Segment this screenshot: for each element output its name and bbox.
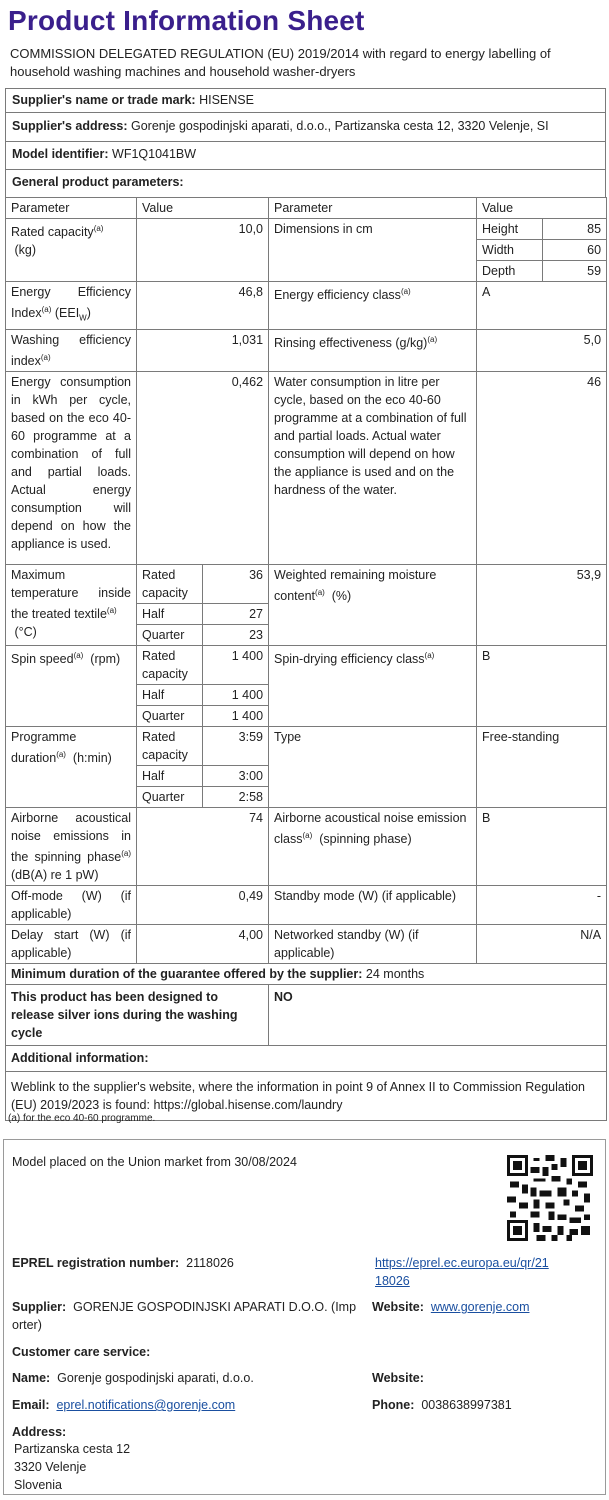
moisture-value: 53,9 [477,564,607,645]
spin-speed-label: Spin speed$^{(a)}$ (rpm) [6,645,137,726]
noise-class-value: B [477,807,607,885]
card-supplier-value: GORENJE GOSPODINJSKI APARATI D.O.O. (Imp [73,1300,357,1314]
additional-info-label: Additional information: [6,1045,607,1071]
header-value-2: Value [477,198,607,219]
duration-half-label: Half [137,765,203,786]
eprel-number [12,1254,234,1272]
care-website-label: Website: [372,1371,424,1385]
width-value: 60 [543,240,607,261]
eprel-card [3,1139,606,1495]
qr-code-icon[interactable] [507,1155,593,1241]
regulation-subtitle: COMMISSION DELEGATED REGULATION (EU) 2019/2014 with regard to energy labelling of household washing machines and household washer-dryers [10,46,551,79]
eei-value: 46,8 [137,282,269,330]
weblink-text: Weblink to the supplier's website, where the information in point 9 of Annex II to Commission Regulation (EU) 2019/2023 is found: https://global.hisense.com/laundry [6,1071,607,1120]
max-temp-rated-value: 36 [203,564,269,603]
footnote: (a) for the eco 40-60 programme. [8,1113,156,1124]
duration-rated-value: 3:59 [203,726,269,765]
delay-start-value: 4,00 [137,924,269,963]
duration-label: Programme duration$^{(a)}$ (h:min) [6,726,137,807]
market-date-text: Model placed on the Union market from 30/08/2024 [12,1155,297,1169]
table-row [6,371,607,564]
guarantee-cell [6,963,607,984]
off-mode-value: 0,49 [137,885,269,924]
supplier-address-row [5,113,606,142]
additional-info-row [6,1045,607,1071]
depth-value: 59 [543,261,607,282]
parameters-table [5,197,607,1121]
model-label: Model identifier: [12,147,109,161]
address-lines: Partizanska cesta 12 3320 Velenje Slovenia [14,1442,131,1492]
height-value: 85 [543,219,607,240]
max-temp-quarter-value: 23 [203,624,269,645]
silver-ions-value: NO [269,984,607,1045]
washing-efficiency-value: 1,031 [137,329,269,371]
guarantee-label: Minimum duration of the guarantee offered by the supplier: [11,966,363,981]
networked-standby-value: N/A [477,924,607,963]
phone-label: Phone: [372,1398,415,1412]
supplier-name-label: Supplier's name or trade mark: [12,93,196,107]
header-value: Value [137,198,269,219]
networked-standby-label: Networked standby (W) (if applicable) [269,924,477,963]
spin-class-value: B [477,645,607,726]
dimensions-label: Dimensions in cm [269,219,477,282]
max-temperature-label: Maximum temperature inside the treated textile$^{(a)}$ (°C) [6,564,137,645]
energy-class-value: A [477,282,607,330]
model-value: WF1Q1041BW [112,147,197,161]
table-row [6,645,607,684]
eei-label: Energy Efficiency Index$^{(a)}$ $(EEI_W)$ [6,282,137,330]
eprel-value: 2118026 [186,1256,234,1270]
depth-label: Depth [477,261,543,282]
supplier-name-value: HISENSE [199,93,254,107]
eprel-link[interactable]: https://eprel.ec.europa.eu/qr/21 18026 [375,1256,549,1288]
rated-capacity-label: Rated capacity$^{(a)}$ (kg) [6,219,137,282]
general-parameters-row [5,170,606,198]
spin-class-label: Spin-drying efficiency class$^{(a)}$ [269,645,477,726]
water-consumption-value: 46 [477,371,607,564]
guarantee-row [6,963,607,984]
max-temp-half-value: 27 [203,603,269,624]
silver-ions-row [6,984,607,1045]
spin-rated-label: Rated capacity [137,645,203,684]
duration-half-value: 3:00 [203,765,269,786]
max-temp-half-label: Half [137,603,203,624]
type-label: Type [269,726,477,807]
off-mode-label: Off-mode (W) (if applicable) [6,885,137,924]
washing-efficiency-label: Washing efficiency index$^{(a)}$ [6,329,137,371]
energy-class-label: Energy efficiency class$^{(a)}$ [269,282,477,330]
supplier-address-value: Gorenje gospodinjski aparati, d.o.o., Partizanska cesta 12, 3320 Velenje, SI [131,119,549,133]
delay-start-label: Delay start (W) (if applicable) [6,924,137,963]
height-label: Height [477,219,543,240]
table-header-row [6,198,607,219]
max-temp-rated-label: Rated capacity [137,564,203,603]
noise-label: Airborne acoustical noise emissions in the spinning phase$^{(a)}$ (dB(A) re 1 pW) [6,807,137,885]
header-parameter-2: Parameter [269,198,477,219]
supplier-address-label: Supplier's address: [12,119,128,133]
phone-value: 0038638997381 [421,1398,512,1412]
eprel-label: EPREL registration number: [12,1256,180,1270]
rated-capacity-value: 10,0 [137,219,269,282]
max-temp-quarter-label: Quarter [137,624,203,645]
model-row [5,142,606,170]
supplier-name-row [5,88,606,113]
table-row [6,564,607,603]
card-supplier-label: Supplier: [12,1300,67,1314]
address-label: Address: [12,1425,67,1439]
table-row [6,726,607,765]
table-row [6,885,607,924]
rinsing-value: 5,0 [477,329,607,371]
moisture-label: Weighted remaining moisture content$^{(a)}$ (%) [269,564,477,645]
general-parameters-label: General product parameters: [12,175,184,189]
rinsing-label: Rinsing effectiveness $(g/kg)^{(a)}$ [269,329,477,371]
care-name-value: Gorenje gospodinjski aparati, d.o.o. [57,1371,254,1385]
website-label: Website: [372,1300,424,1314]
table-row [6,924,607,963]
type-value: Free-standing [477,726,607,807]
care-name [12,1369,254,1387]
page-title: Product Information Sheet [8,5,365,36]
email-link[interactable]: eprel.notifications@gorenje.com [56,1398,236,1412]
table-row [6,807,607,885]
spin-quarter-value: 1 400 [203,705,269,726]
care-email [12,1396,235,1414]
table-row [6,329,607,371]
spin-half-label: Half [137,684,203,705]
email-label: Email: [12,1398,50,1412]
table-row [6,219,607,240]
spin-rated-value: 1 400 [203,645,269,684]
silver-ions-label: This product has been designed to release silver ions during the washing cycle [6,984,269,1045]
customer-care-label: Customer care service: [12,1345,151,1359]
table-row [6,282,607,330]
header-parameter: Parameter [6,198,137,219]
care-phone [372,1396,512,1414]
duration-quarter-label: Quarter [137,786,203,807]
website-link[interactable]: www.gorenje.com [430,1300,530,1314]
duration-quarter-value: 2:58 [203,786,269,807]
website-info [372,1298,529,1316]
guarantee-value: 24 months [365,966,425,981]
standby-value: - [477,885,607,924]
energy-consumption-value: 0,462 [137,371,269,564]
energy-consumption-label: Energy consumption in kWh per cycle, based on the eco 40-60 programme at a combination of full and partial loads. Actual energy consumption will depend on how the appliance is used. [6,371,137,564]
water-consumption-label: Water consumption in litre per cycle, based on the eco 40-60 programme at a combination of full and partial loads. Actual water consumption will depend on how the appliance is used and on the hardness of the water. [269,371,477,564]
width-label: Width [477,240,543,261]
standby-label: Standby mode (W) (if applicable) [269,885,477,924]
noise-class-label: Airborne acoustical noise emission class$^{(a)}$ (spinning phase) [269,807,477,885]
duration-rated-label: Rated capacity [137,726,203,765]
spin-quarter-label: Quarter [137,705,203,726]
care-name-label: Name: [12,1371,51,1385]
noise-value: 74 [137,807,269,885]
supplier-info: Supplier: GORENJE GOSPODINJSKI APARATI D.O.O. (Imp orter) [12,1300,357,1332]
spin-half-value: 1 400 [203,684,269,705]
